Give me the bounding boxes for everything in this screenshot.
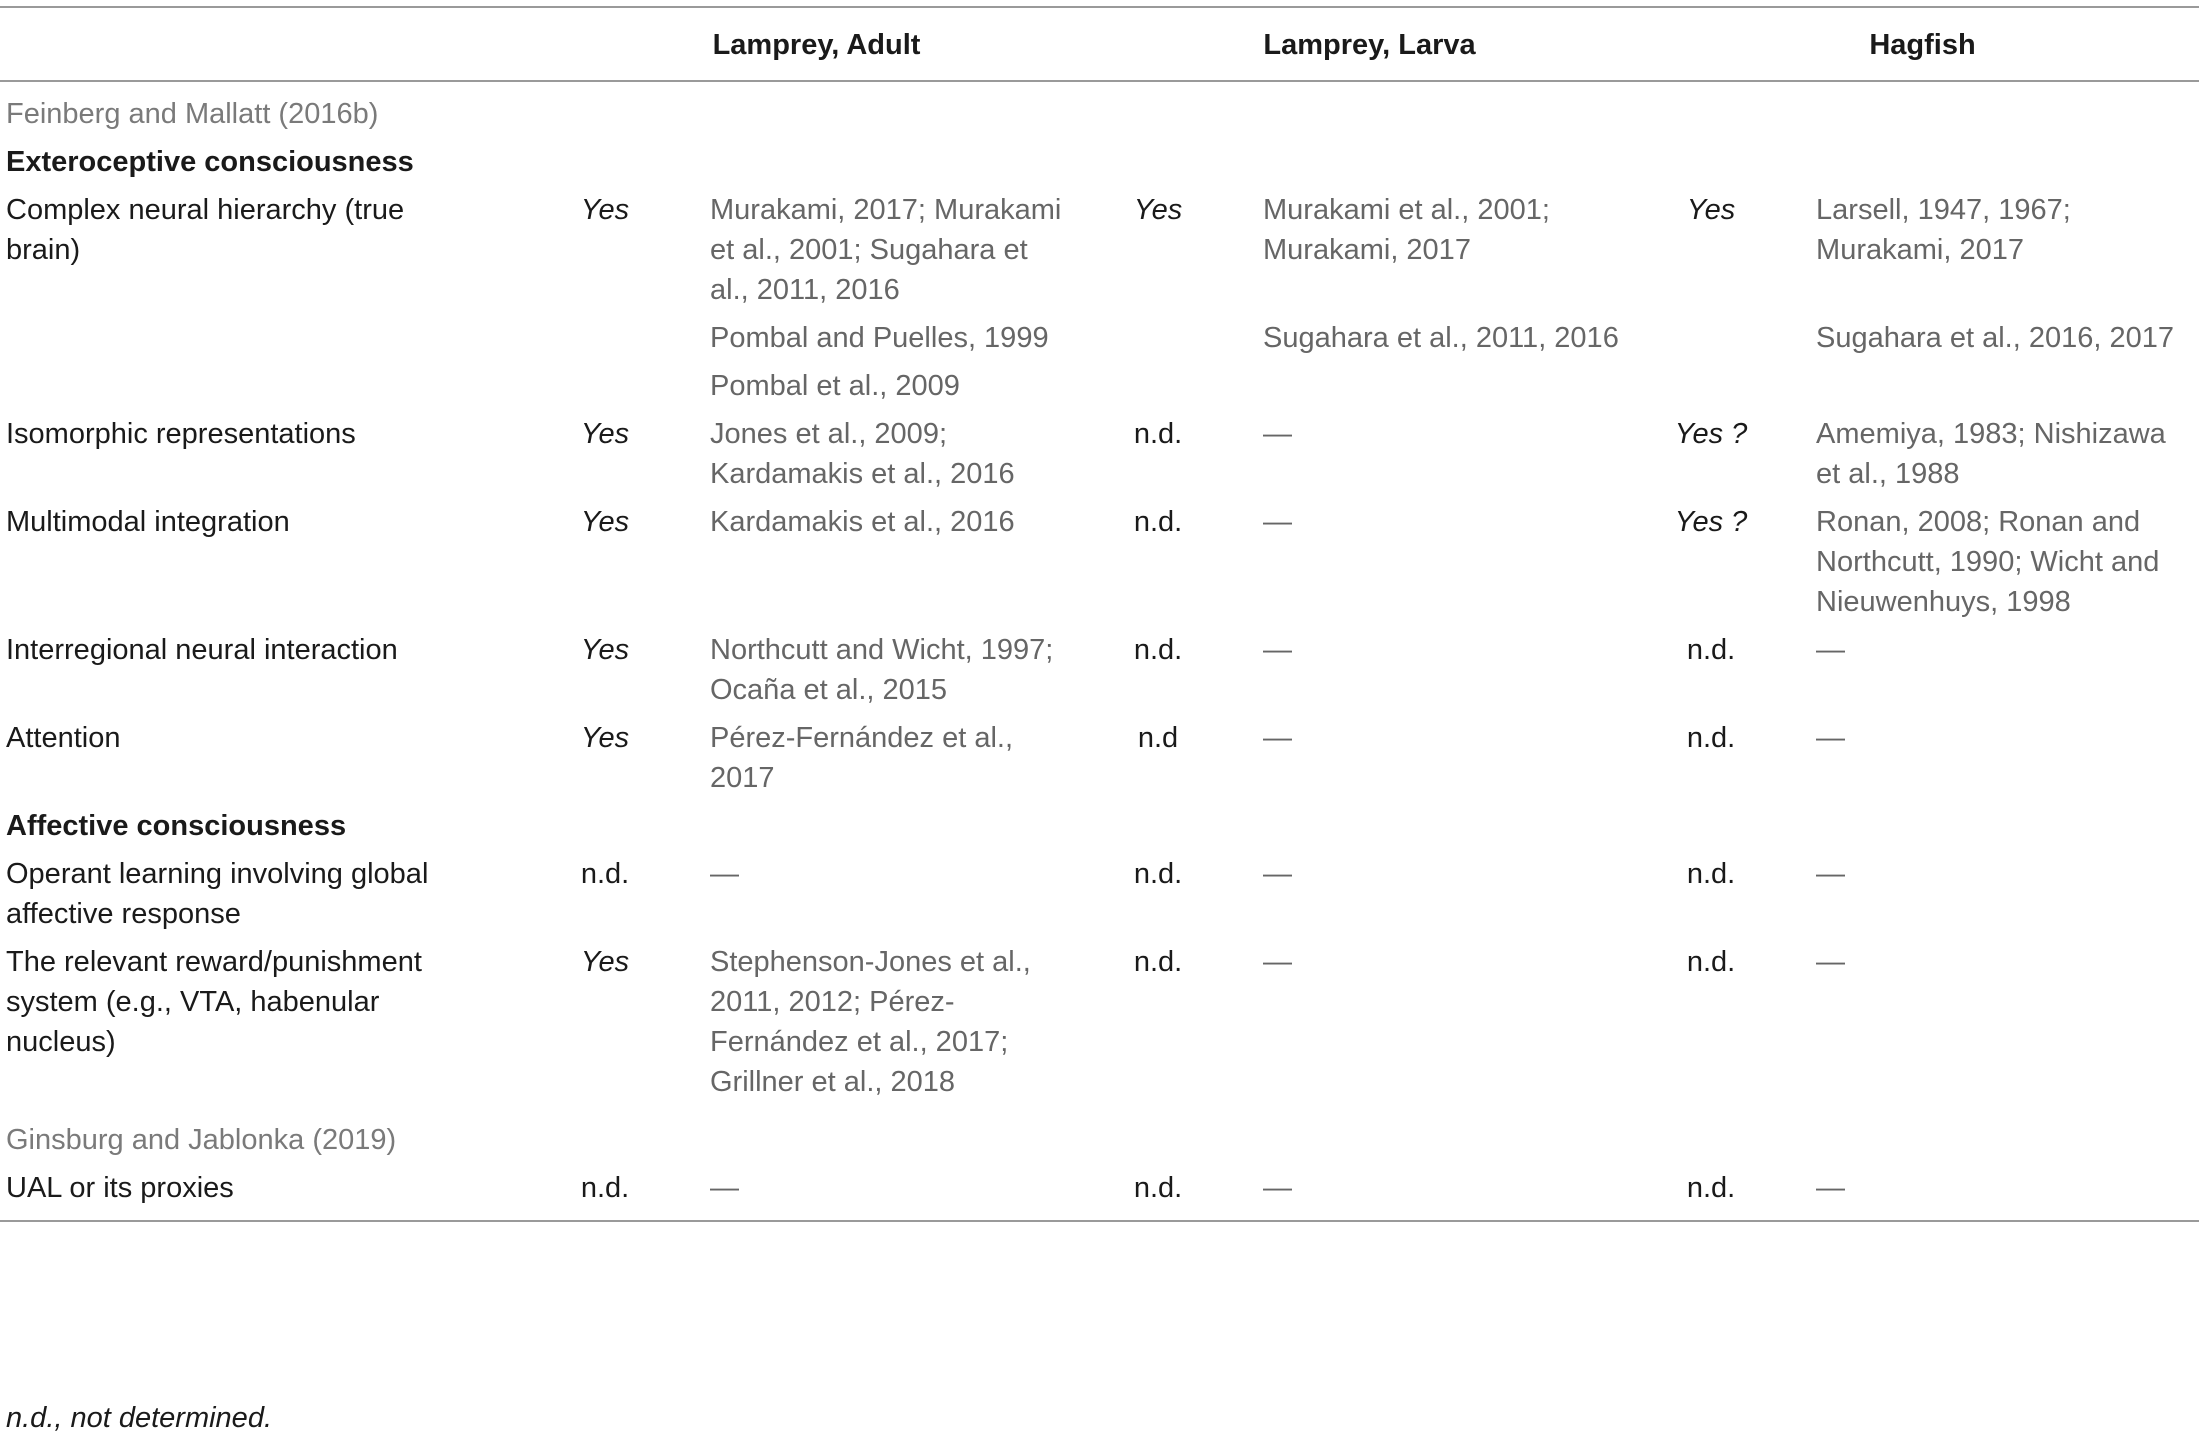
hagfish-reference: Ronan, 2008; Ronan and Northcutt, 1990; Wicht and Nieuwenhuys, 1998 [1816, 506, 2160, 618]
lamprey-adult-reference: Jones et al., 2009; Kardamakis et al., 2016 [710, 418, 1015, 490]
lamprey-larva-reference: — [1263, 1166, 1646, 1221]
header-lamprey-adult: Lamprey, Adult [540, 7, 1093, 81]
feature-cell: Attention [6, 722, 121, 754]
lamprey-larva-reference: — [1263, 946, 1293, 978]
lamprey-adult-answer: Yes [580, 946, 630, 978]
lamprey-adult-answer [540, 364, 710, 412]
hagfish-reference: — [1816, 1166, 2199, 1221]
lamprey-adult-answer: n.d. [540, 1166, 710, 1221]
feature-cell: The relevant reward/punishment system (e.g., VTA, habenular nucleus) [6, 946, 422, 1058]
lamprey-larva-answer: n.d. [1133, 634, 1183, 666]
section-heading-row [0, 140, 2199, 188]
section-heading: Affective consciousness [6, 810, 347, 842]
lamprey-larva-answer [1093, 364, 1263, 412]
lamprey-larva-answer: n.d. [1093, 1166, 1263, 1221]
source-citation-row [0, 81, 2199, 140]
lamprey-adult-reference: Pombal et al., 2009 [710, 370, 960, 402]
lamprey-adult-reference: Pombal and Puelles, 1999 [710, 322, 1049, 354]
lamprey-adult-answer: Yes [580, 194, 630, 226]
hagfish-reference: — [1816, 946, 1846, 978]
hagfish-reference: — [1816, 634, 1846, 666]
hagfish-answer: n.d. [1646, 1166, 1816, 1221]
lamprey-adult-answer [540, 316, 710, 364]
lamprey-larva-reference: — [1263, 858, 1293, 890]
hagfish-answer: n.d. [1686, 946, 1736, 978]
lamprey-adult-reference: — [710, 1166, 1093, 1221]
lamprey-adult-answer: Yes [580, 418, 630, 450]
feature-cell: Operant learning involving global affective response [6, 858, 429, 930]
lamprey-larva-reference: Sugahara et al., 2011, 2016 [1263, 322, 1619, 354]
lamprey-larva-reference: — [1263, 418, 1293, 450]
evidence-table [0, 6, 2199, 1222]
table-row [0, 364, 2199, 412]
hagfish-answer: Yes ? [1674, 506, 1748, 538]
feature-cell: Complex neural hierarchy (true brain) [6, 194, 405, 266]
lamprey-larva-reference: — [1263, 722, 1293, 754]
lamprey-larva-answer: n.d. [1133, 858, 1183, 890]
feature-cell: Interregional neural interaction [6, 634, 398, 666]
table-row [0, 316, 2199, 364]
hagfish-answer: Yes [1686, 194, 1736, 226]
table-header-row [0, 7, 2199, 81]
lamprey-larva-reference: — [1263, 634, 1293, 666]
hagfish-reference: — [1816, 858, 1846, 890]
hagfish-reference: Sugahara et al., 2016, 2017 [1816, 322, 2174, 354]
lamprey-larva-reference: — [1263, 506, 1293, 538]
lamprey-larva-answer: n.d. [1133, 418, 1183, 450]
table-row [0, 852, 2199, 940]
header-feature [0, 7, 540, 81]
header-lamprey-larva: Lamprey, Larva [1093, 7, 1646, 81]
section-heading: Exteroceptive consciousness [6, 146, 414, 178]
feature-cell: Isomorphic representations [6, 418, 356, 450]
lamprey-adult-reference: Pérez-Fernández et al., 2017 [710, 722, 1014, 794]
header-hagfish: Hagfish [1646, 7, 2199, 81]
hagfish-reference: Amemiya, 1983; Nishizawa et al., 1988 [1816, 418, 2166, 490]
lamprey-larva-answer [1093, 316, 1263, 364]
table-footnote: n.d., not determined. [6, 1402, 272, 1434]
lamprey-adult-answer: n.d. [580, 858, 630, 890]
lamprey-adult-reference: Murakami, 2017; Murakami et al., 2001; Sugahara et al., 2011, 2016 [710, 194, 1062, 306]
table-row [0, 1166, 2199, 1221]
table-row [0, 188, 2199, 316]
lamprey-adult-reference: Stephenson-Jones et al., 2011, 2012; Pérez-Fernández et al., 2017; Grillner et al., 2018 [710, 946, 1031, 1098]
source-citation-row [0, 1108, 2199, 1166]
table-row [0, 500, 2199, 628]
hagfish-reference: Larsell, 1947, 1967; Murakami, 2017 [1816, 194, 2071, 266]
table-row [0, 628, 2199, 716]
hagfish-answer: n.d. [1686, 634, 1736, 666]
lamprey-larva-answer: n.d [1137, 722, 1179, 754]
hagfish-answer [1646, 364, 1816, 412]
hagfish-answer: n.d. [1686, 858, 1736, 890]
lamprey-adult-answer: Yes [580, 506, 630, 538]
hagfish-reference [1816, 364, 2199, 412]
feature-cell: Multimodal integration [6, 506, 290, 538]
lamprey-adult-reference: Northcutt and Wicht, 1997; Ocaña et al., 2015 [710, 634, 1054, 706]
lamprey-larva-reference [1263, 364, 1646, 412]
table-row [0, 716, 2199, 804]
table-body [0, 81, 2199, 1221]
lamprey-larva-answer: Yes [1133, 194, 1183, 226]
feature-cell: UAL or its proxies [0, 1166, 540, 1221]
lamprey-larva-answer: n.d. [1133, 506, 1183, 538]
lamprey-larva-answer: n.d. [1133, 946, 1183, 978]
source-citation: Ginsburg and Jablonka (2019) [6, 1124, 397, 1156]
hagfish-answer: n.d. [1686, 722, 1736, 754]
lamprey-larva-reference: Murakami et al., 2001; Murakami, 2017 [1263, 194, 1550, 266]
lamprey-adult-reference: — [710, 858, 739, 890]
hagfish-answer: Yes ? [1674, 418, 1748, 450]
feature-cell [0, 364, 540, 412]
lamprey-adult-answer: Yes [580, 722, 630, 754]
hagfish-reference: — [1816, 722, 1846, 754]
table-row [0, 412, 2199, 500]
feature-cell [0, 316, 540, 364]
hagfish-answer [1646, 316, 1816, 364]
lamprey-adult-reference: Kardamakis et al., 2016 [710, 506, 1015, 538]
table-row [0, 940, 2199, 1108]
section-heading-row [0, 804, 2199, 852]
source-citation: Feinberg and Mallatt (2016b) [6, 98, 379, 130]
lamprey-adult-answer: Yes [580, 634, 630, 666]
